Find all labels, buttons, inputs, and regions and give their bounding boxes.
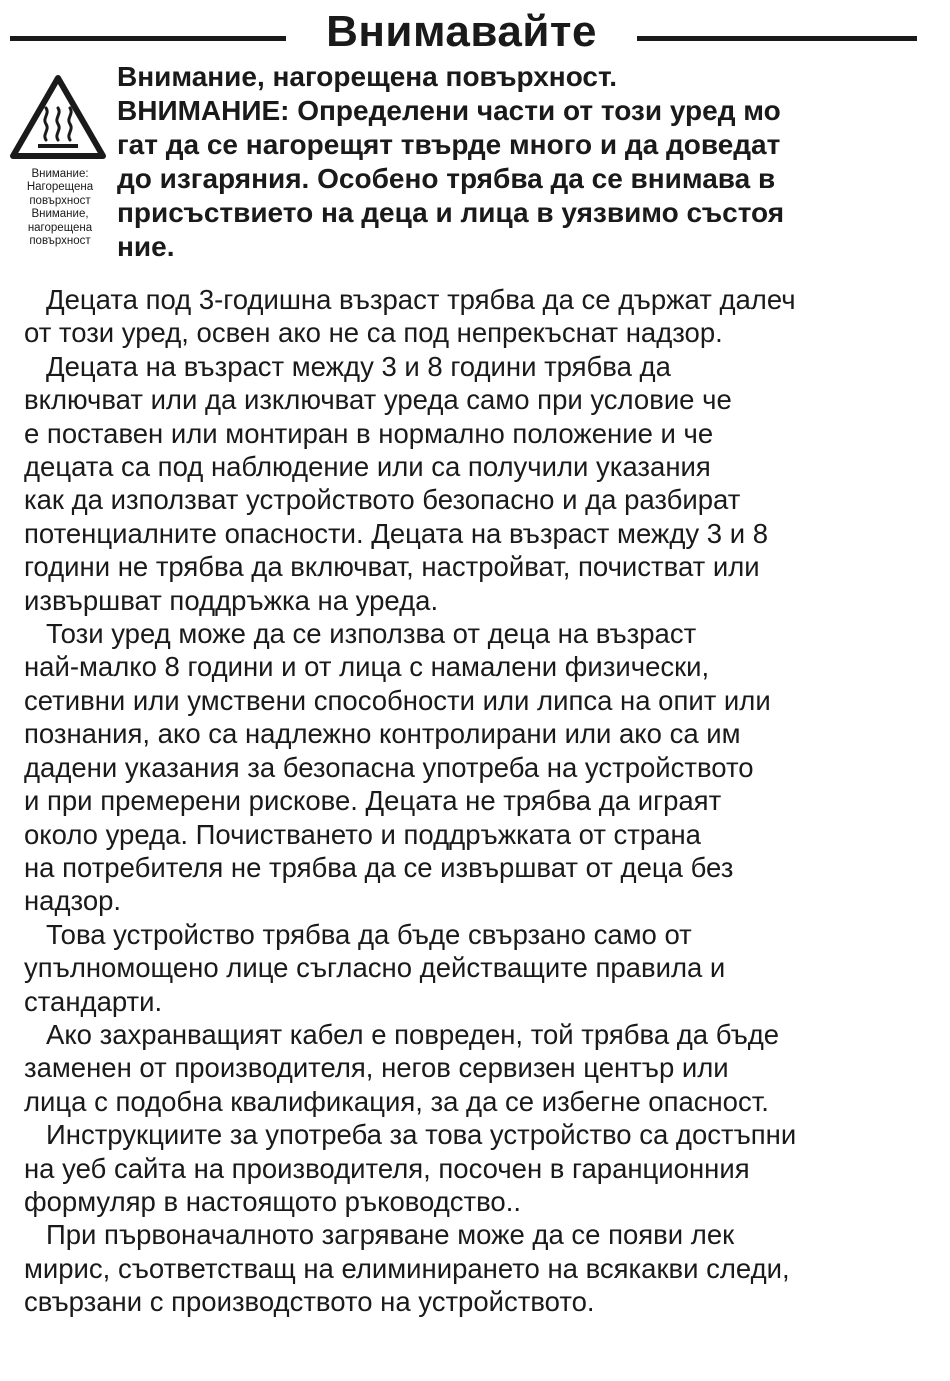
icon-caption-line: повърхност <box>29 235 91 248</box>
body-line: Децата под 3-годишна възраст трябва да се държат далеч <box>46 284 796 315</box>
body-line: от този уред, освен ако не са под непрекъснат надзор. <box>24 317 723 349</box>
body-line: Инструкциите за употреба за това устройство са достъпни <box>46 1119 797 1151</box>
icon-caption-line: Внимание, <box>31 208 89 221</box>
page-title: Внимавайте <box>326 7 597 56</box>
body-line: лица с подобна квалификация, за да се избегне опасност. <box>24 1085 769 1117</box>
body-line: надзор. <box>24 885 122 917</box>
body-line: Това устройство трябва да бъде свързано само от <box>46 918 692 950</box>
icon-caption-line: повърхност <box>29 194 91 207</box>
warning-line: ние. <box>117 231 175 262</box>
body-line: на уеб сайта на производителя, посочен в гаранционния <box>24 1152 750 1184</box>
safety-instructions-body <box>24 283 929 1319</box>
warning-line: до изгаряния. Особено трябва да се внимава в <box>117 163 776 194</box>
body-line: свързани с производството на устройството. <box>24 1286 595 1318</box>
body-line: на потребителя не трябва да се извършват от деца без <box>24 851 734 883</box>
body-line: извършват поддръжка на уреда. <box>24 584 439 616</box>
body-line: упълномощено лице съгласно действащите правила и <box>24 952 726 984</box>
body-line: формуляр в настоящото ръководство.. <box>24 1185 522 1217</box>
warning-line: присъствието на деца и лица в уязвимо състоя <box>117 197 785 228</box>
icon-caption <box>14 168 106 248</box>
header-rule-right <box>637 36 917 41</box>
body-line: Ако захранващият кабел е повреден, той трябва да бъде <box>46 1018 780 1050</box>
icon-caption-line: Нагорещена <box>26 181 94 194</box>
body-line: познания, ако са надлежно контролирани или ако са им <box>24 718 741 750</box>
body-line: потенциалните опасности. Децата на възраст между 3 и 8 <box>24 517 768 549</box>
body-line: как да използват устройството безопасно и да разбират <box>24 484 741 516</box>
body-line: включват или да изключват уреда само при условие че <box>24 384 732 416</box>
warning-line: ВНИМАНИЕ: Определени части от този уред мо <box>117 95 781 126</box>
hot-surface-warning-icon <box>8 72 108 164</box>
body-line: най-малко 8 години и от лица с намалени физически, <box>24 651 710 683</box>
body-line: Този уред може да се използва от деца на възраст <box>46 618 697 650</box>
body-line: около уреда. Почистването и поддръжката от страна <box>24 818 701 850</box>
warning-line: гат да се нагорещят твърде много и да доведат <box>117 129 781 160</box>
icon-caption-line: нагорещена <box>27 221 93 234</box>
body-line: Децата на възраст между 3 и 8 години трябва да <box>46 350 671 382</box>
body-line: При първоначалното загряване може да се появи лек <box>46 1219 735 1251</box>
warning-text <box>117 60 917 264</box>
body-line: сетивни или умствени способности или липса на опит или <box>24 684 771 716</box>
body-line: е поставен или монтиран в нормално положение и че <box>24 417 714 449</box>
warning-line: Внимание, нагорещена повърхност. <box>117 61 618 92</box>
icon-caption-line: Внимание: <box>31 168 89 180</box>
body-line: дадени указания за безопасна употреба на устройството <box>24 751 754 783</box>
header-rule-left <box>10 36 286 41</box>
body-line: години не трябва да включват, настройват, почистват или <box>24 551 760 583</box>
body-line: заменен от производителя, негов сервизен център или <box>24 1052 729 1084</box>
body-line: стандарти. <box>24 985 163 1017</box>
body-line: децата са под наблюдение или са получили указания <box>24 451 711 483</box>
body-line: и при премерени рискове. Децата не трябва да играят <box>24 785 722 817</box>
body-line: мирис, съответстващ на елиминирането на всякакви следи, <box>24 1252 790 1284</box>
